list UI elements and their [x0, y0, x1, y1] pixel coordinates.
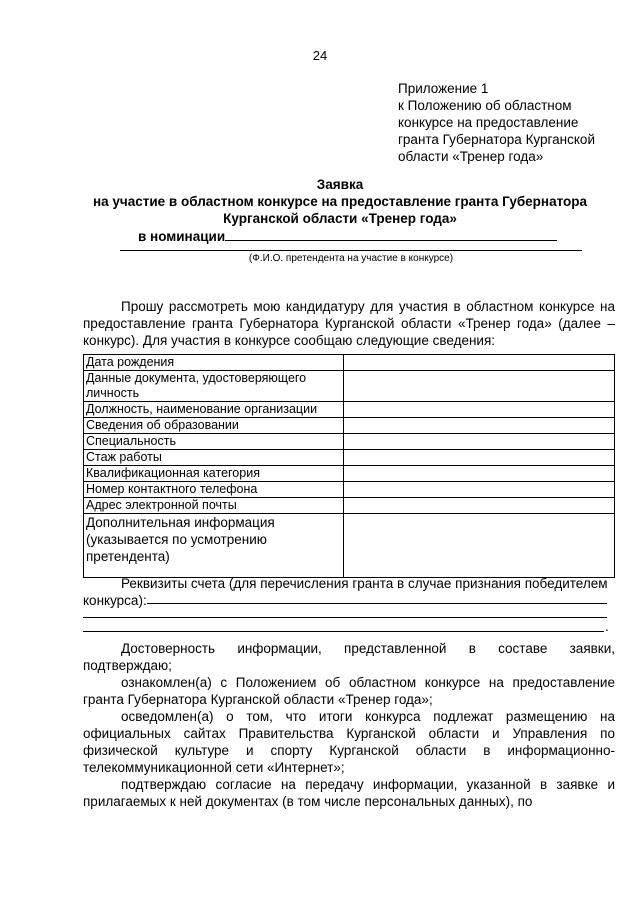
- appendix-line: области «Тренер года»: [398, 149, 544, 164]
- row-label: Специальность: [84, 434, 344, 450]
- intro-paragraph: Прошу рассмотреть мою кандидатуру для участия в областном конкурсе на предоставление гранта Губернатора Курганской области «Тренер года» (далее – конкурс). Для участия в конкурсе сообщаю следующие сведения:: [83, 299, 615, 348]
- row-label: Данные документа, удостоверяющего личность: [84, 371, 344, 402]
- row-value-cell[interactable]: [344, 434, 615, 450]
- appendix-line: конкурсе на предоставление: [398, 115, 579, 130]
- table-row: [84, 514, 615, 578]
- appendix-line: Приложение 1: [398, 81, 489, 96]
- page-number: 24: [312, 48, 328, 63]
- row-value-cell[interactable]: [344, 371, 615, 402]
- requisites-field-2[interactable]: [83, 617, 607, 618]
- table-row: [84, 402, 615, 418]
- table-row: [84, 482, 615, 498]
- row-label: Номер контактного телефона: [84, 482, 344, 498]
- requisites-end-mark: .: [605, 619, 609, 634]
- row-label: Дата рождения: [84, 355, 344, 371]
- row-value-cell[interactable]: [344, 466, 615, 482]
- confirmations-block: [83, 640, 615, 810]
- confirmation-paragraph: подтверждаю согласие на передачу информации, указанной в заявке и прилагаемых к ней документах (в том числе персональных данных), по: [83, 777, 615, 809]
- requisites-field-1[interactable]: [147, 603, 607, 604]
- appendix-line: гранта Губернатора Курганской: [398, 132, 595, 147]
- requisites-line-1: Реквизиты счета (для перечисления гранта в случае признания победителем: [121, 576, 608, 591]
- row-label: Сведения об образовании: [84, 418, 344, 434]
- row-value-cell[interactable]: [344, 450, 615, 466]
- table-row: [84, 434, 615, 450]
- fio-field[interactable]: [120, 250, 582, 251]
- requisites-label: конкурса):: [83, 593, 147, 608]
- row-value-cell[interactable]: [344, 402, 615, 418]
- fio-caption: (Ф.И.О. претендента на участие в конкурсе): [248, 253, 454, 264]
- requisites-field-3[interactable]: [83, 631, 604, 632]
- table-row: [84, 498, 615, 514]
- confirmation-paragraph: Достоверность информации, представленной в составе заявки, подтверждаю;: [83, 641, 615, 673]
- document-title: Заявка: [316, 177, 364, 192]
- nomination-field[interactable]: [225, 226, 557, 241]
- table-row: [84, 466, 615, 482]
- row-label: Стаж работы: [84, 450, 344, 466]
- table-row: [84, 371, 615, 402]
- row-label: Квалификационная категория: [84, 466, 344, 482]
- row-value-cell[interactable]: [344, 482, 615, 498]
- nomination-label: в номинации: [138, 229, 226, 244]
- appendix-block: [398, 80, 628, 165]
- confirmation-paragraph: ознакомлен(а) с Положением об областном конкурсе на предоставление гранта Губернатора Курганской области «Тренер года»;: [83, 675, 615, 707]
- row-label: Адрес электронной почты: [84, 498, 344, 514]
- row-label: Дополнительная информация (указывается по усмотрению претендента): [84, 514, 344, 578]
- table-row: [84, 355, 615, 371]
- row-value-cell[interactable]: [344, 418, 615, 434]
- row-value-cell[interactable]: [344, 498, 615, 514]
- appendix-line: к Положению об областном: [398, 98, 572, 113]
- requisites-line-2: [83, 592, 615, 609]
- row-value-cell[interactable]: [344, 514, 615, 578]
- info-table: [83, 354, 615, 578]
- document-subtitle-line-1: на участие в областном конкурсе на предоставление гранта Губернатора: [92, 194, 588, 209]
- row-label: Должность, наименование организации: [84, 402, 344, 418]
- nomination-row: [138, 226, 557, 244]
- row-value-cell[interactable]: [344, 355, 615, 371]
- confirmation-paragraph: осведомлен(а) о том, что итоги конкурса подлежат размещению на официальных сайтах Правительства Курганской области и Управления по физической культуре и спорту Курганской области в информационно-телекоммуникационной сети «Интернет»;: [83, 709, 615, 775]
- table-row: [84, 450, 615, 466]
- document-subtitle-line-2: Курганской области «Тренер года»: [223, 211, 457, 226]
- table-row: [84, 418, 615, 434]
